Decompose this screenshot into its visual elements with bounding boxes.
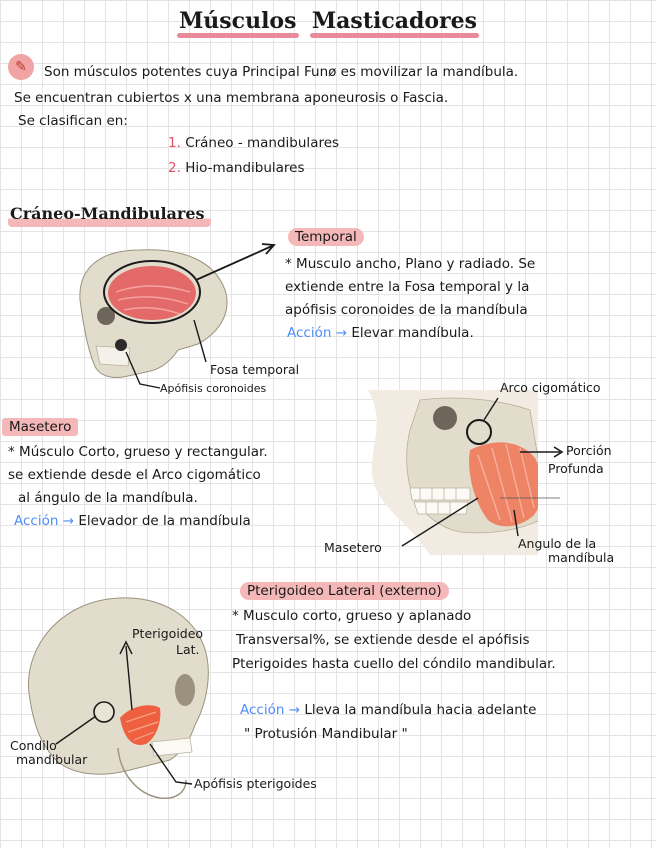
temporal-action-text: Elevar mandíbula. bbox=[351, 325, 474, 341]
intro-item-2-label: Hio-mandibulares bbox=[185, 160, 305, 176]
pterigoideo-desc-3: Pterigoides hasta cuello del cóndilo mandibular. bbox=[232, 656, 556, 672]
label-mandibula: mandíbula bbox=[548, 550, 615, 565]
label-pterigoideo: Pterigoideo bbox=[132, 626, 204, 641]
label-condilo: Condilo bbox=[10, 738, 57, 753]
masetero-desc-2: se extiende desde el Arco cigomático bbox=[8, 467, 261, 483]
title-word-1: Músculos bbox=[178, 8, 297, 34]
intro-line-2: Se encuentran cubiertos x una membrana aponeurosis o Fascia. bbox=[14, 90, 449, 106]
temporal-action-label: Acción → bbox=[287, 325, 348, 341]
temporal-desc-1: * Musculo ancho, Plano y radiado. Se bbox=[285, 256, 536, 272]
masetero-desc-1: * Músculo Corto, grueso y rectangular. bbox=[8, 444, 268, 460]
masetero-desc-3: al ángulo de la mandíbula. bbox=[18, 490, 198, 506]
intro-item-2-number: 2. bbox=[168, 160, 181, 176]
intro-line-3: Se clasifican en: bbox=[18, 113, 128, 129]
temporal-desc-3: apófisis coronoides de la mandíbula bbox=[285, 302, 528, 318]
label-mandibular: mandibular bbox=[16, 752, 88, 767]
intro-item-1-number: 1. bbox=[168, 135, 181, 151]
label-profunda: Profunda bbox=[548, 461, 604, 476]
temporal-desc-2: extiende entre la Fosa temporal y la bbox=[285, 279, 530, 295]
pterigoideo-action-text: Lleva la mandíbula hacia adelante bbox=[304, 702, 537, 718]
masetero-action-label: Acción → bbox=[14, 513, 75, 529]
label-porcion: Porción bbox=[566, 443, 612, 458]
pterigoideo-desc-1: * Musculo corto, grueso y aplanado bbox=[232, 608, 472, 624]
label-angulo: Angulo de la bbox=[518, 536, 597, 551]
label-lat: Lat. bbox=[176, 642, 200, 657]
temporal-title: Temporal bbox=[288, 228, 364, 246]
section-heading: Cráneo-Mandibulares bbox=[8, 204, 211, 227]
label-apofisis-coronoides: Apófisis coronoides bbox=[160, 382, 267, 395]
pterigoideo-title: Pterigoideo Lateral (externo) bbox=[240, 582, 449, 600]
label-fosa-temporal: Fosa temporal bbox=[210, 362, 300, 377]
masetero-action-text: Elevador de la mandíbula bbox=[78, 513, 251, 529]
title-word-2: Masticadores bbox=[311, 8, 478, 34]
masetero-title: Masetero bbox=[2, 418, 78, 436]
pterigoideo-action-text-2: " Protusión Mandibular " bbox=[244, 726, 408, 742]
intro-line-1: Son músculos potentes cuya Principal Funø es movilizar la mandíbula. bbox=[44, 64, 519, 80]
intro-item-1-label: Cráneo - mandibulares bbox=[185, 135, 340, 151]
condilo-circle bbox=[94, 702, 114, 722]
pterigoideo-action-label: Acción → bbox=[240, 702, 301, 718]
label-arco-cigomatico: Arco cigomático bbox=[500, 380, 601, 395]
label-apofisis-pterigoides: Apófisis pterigoides bbox=[194, 776, 317, 791]
pin-icon: ✎ bbox=[8, 54, 34, 80]
pterigoideo-desc-2: Transversal%, se extiende desde el apófisis bbox=[236, 632, 530, 648]
label-masetero: Masetero bbox=[324, 540, 382, 555]
